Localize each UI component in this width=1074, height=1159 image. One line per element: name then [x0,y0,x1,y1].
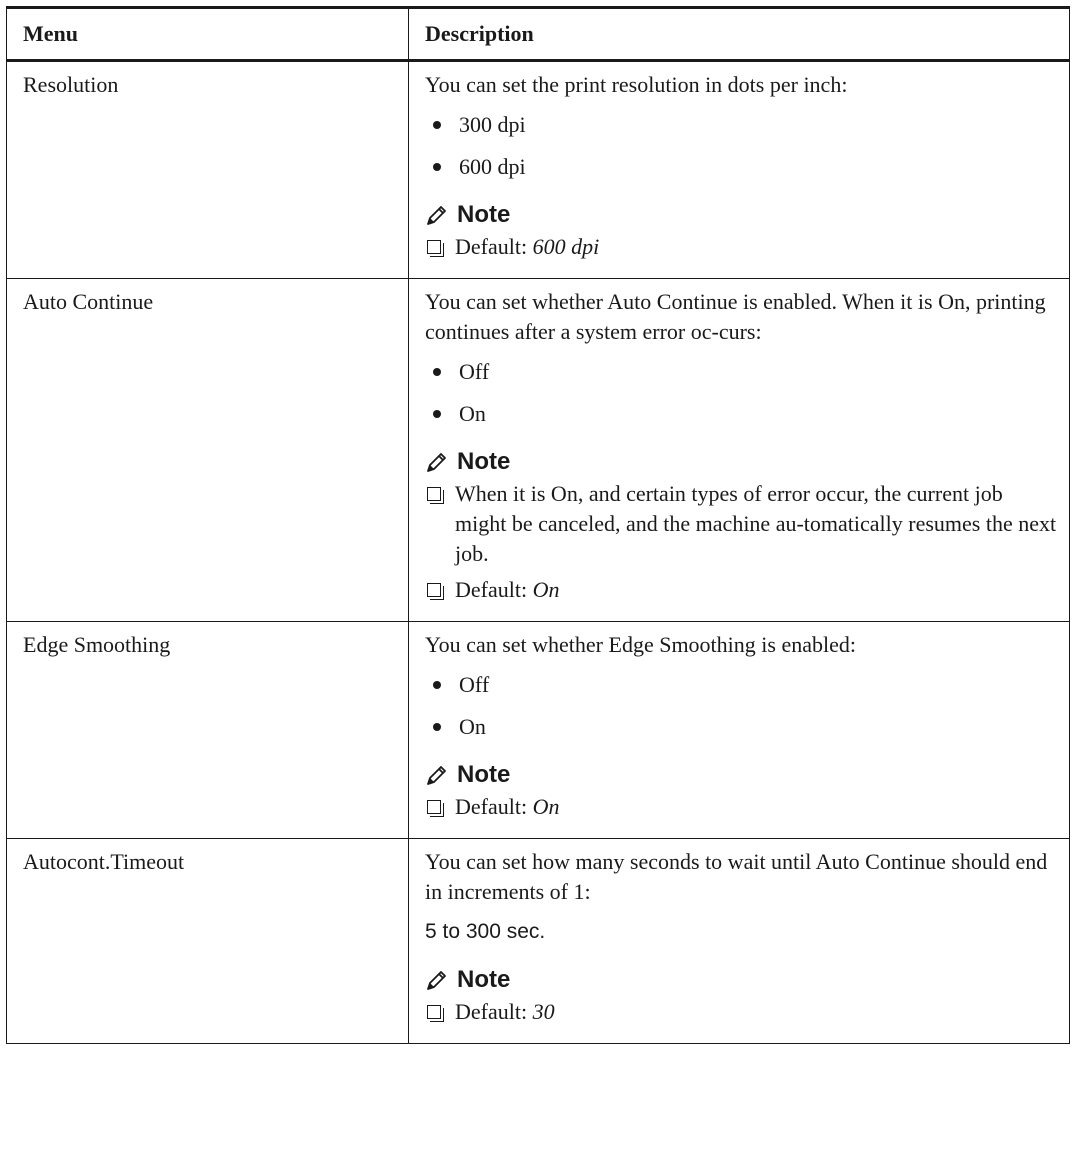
note-heading [425,965,1059,995]
checkbox-square-icon [427,240,441,254]
note-item [425,997,1059,1027]
bullet-icon [433,368,441,376]
menu-description-table [6,6,1070,1044]
table-row [7,622,1070,839]
checkbox-square-icon [427,487,441,501]
option-label: 300 dpi [459,112,526,137]
option-list [425,357,1059,429]
menu-column-header: Menu [7,8,409,61]
checkbox-square-icon [427,583,441,597]
option-item [425,357,1059,387]
bullet-icon [433,723,441,731]
pencil-icon [425,763,449,787]
default-value: 600 dpi [532,234,600,259]
note-list [425,792,1059,822]
table-row [7,279,1070,622]
default-value: On [532,794,560,819]
checkbox-square-icon [427,800,441,814]
option-item [425,152,1059,182]
default-value: On [532,577,560,602]
table-row [7,61,1070,279]
bullet-icon [433,681,441,689]
note-text: Default: [455,794,533,819]
option-label: 600 dpi [459,154,526,179]
description-cell [409,61,1070,279]
description-cell [409,622,1070,839]
description-intro: You can set whether Edge Smoothing is enabled: [425,632,856,657]
note-text: Default: [455,234,533,259]
bullet-icon [433,163,441,171]
note-item [425,232,1059,262]
note-label: Note [457,761,511,788]
table-row [7,839,1070,1044]
note-label: Note [457,201,511,228]
bullet-icon [433,410,441,418]
checkbox-square-icon [427,1005,441,1019]
pencil-icon [425,450,449,474]
note-list [425,997,1059,1027]
menu-cell: Resolution [7,61,409,279]
note-item [425,479,1059,569]
option-item [425,712,1059,742]
option-label: Off [459,359,490,384]
note-text: When it is On, and certain types of error occur, the current job might be canceled, and the machine au-tomatically resumes the next job. [455,481,1057,566]
menu-cell: Auto Continue [7,279,409,622]
option-label: On [459,714,486,739]
note-text: Default: [455,999,533,1024]
note-label: Note [457,966,511,993]
menu-cell: Autocont.Timeout [7,839,409,1044]
note-list [425,479,1059,605]
table-header-row [7,8,1070,61]
option-label: Off [459,672,490,697]
description-intro: You can set how many seconds to wait until Auto Continue should end in increments of 1: [425,849,1048,904]
range-value: 5 to 300 sec. [425,920,546,943]
option-label: On [459,401,486,426]
description-intro: You can set whether Auto Continue is enabled. When it is On, printing continues after a system error oc-curs: [425,289,1046,344]
note-text: Default: [455,577,533,602]
pencil-icon [425,203,449,227]
note-heading [425,760,1059,790]
note-item [425,575,1059,605]
note-heading [425,447,1059,477]
bullet-icon [433,121,441,129]
note-label: Note [457,448,511,475]
description-column-header: Description [409,8,1070,61]
note-item [425,792,1059,822]
description-intro: You can set the print resolution in dots per inch: [425,72,848,97]
option-item [425,670,1059,700]
pencil-icon [425,968,449,992]
option-item [425,399,1059,429]
option-list [425,110,1059,182]
description-cell [409,839,1070,1044]
option-list [425,670,1059,742]
default-value: 30 [532,999,555,1024]
description-cell [409,279,1070,622]
option-item [425,110,1059,140]
menu-cell: Edge Smoothing [7,622,409,839]
note-list [425,232,1059,262]
note-heading [425,200,1059,230]
